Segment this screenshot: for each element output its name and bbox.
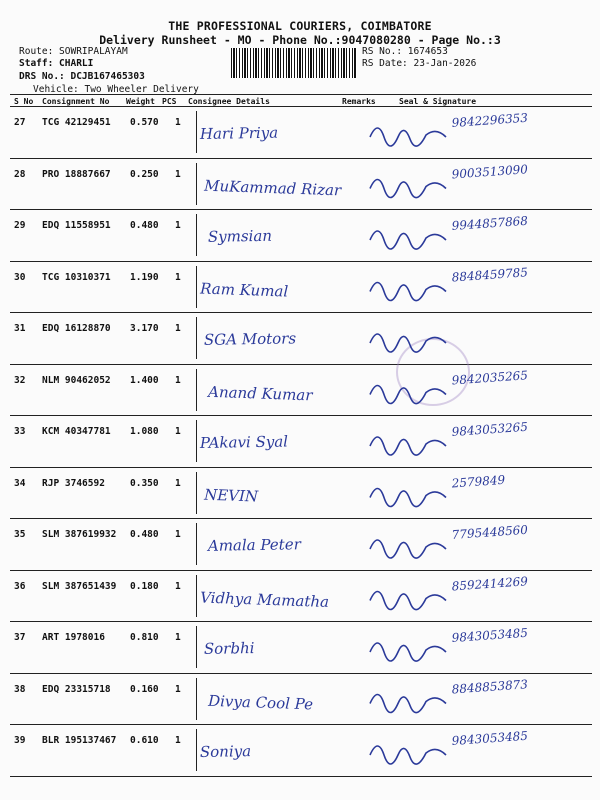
row-pcs: 1 bbox=[175, 426, 181, 437]
row-pcs: 1 bbox=[175, 632, 181, 643]
row-weight: 0.180 bbox=[130, 580, 159, 592]
row-sno: 30 bbox=[14, 271, 26, 283]
row-consignment: RJP 3746592 bbox=[42, 477, 105, 489]
row-pcs: 1 bbox=[175, 529, 181, 540]
row-weight: 0.570 bbox=[130, 117, 159, 128]
row-pcs: 1 bbox=[175, 374, 181, 386]
receiver-phone-handwritten: 8592414269 bbox=[451, 574, 529, 594]
receiver-phone-handwritten: 8848459785 bbox=[451, 265, 529, 285]
signature-scribble bbox=[370, 128, 446, 146]
row-pcs: 1 bbox=[175, 220, 181, 231]
receiver-phone-handwritten: 9842035265 bbox=[451, 368, 529, 388]
row-consignment: EDQ 11558951 bbox=[42, 220, 111, 231]
rs-number: RS No.: 1674653 bbox=[362, 46, 448, 57]
consignee-handwritten-name: Soniya bbox=[199, 742, 252, 761]
receiver-phone-handwritten: 9843053265 bbox=[451, 419, 529, 439]
receiver-phone-handwritten: 9842296353 bbox=[451, 110, 529, 130]
staff-label: Staff: CHARLI bbox=[19, 58, 94, 69]
col-sno: S No bbox=[14, 97, 34, 106]
row-weight: 0.160 bbox=[130, 683, 159, 695]
row-consignment: TCG 42129451 bbox=[42, 117, 111, 128]
row-consignment: TCG 10310371 bbox=[42, 271, 111, 283]
row-weight: 0.610 bbox=[130, 735, 159, 746]
row-pcs: 1 bbox=[175, 735, 181, 746]
row-consignment: ART 1978016 bbox=[42, 632, 105, 643]
row-sno: 37 bbox=[14, 632, 26, 643]
row-sno: 39 bbox=[14, 735, 26, 746]
row-pcs: 1 bbox=[175, 683, 181, 695]
signature-scribble bbox=[370, 643, 446, 661]
consignee-handwritten-name: MuKammad Rizar bbox=[203, 176, 342, 200]
receiver-phone-handwritten: 9003513090 bbox=[451, 162, 529, 182]
receiver-phone-handwritten: 8848853873 bbox=[451, 677, 529, 697]
row-pcs: 1 bbox=[175, 168, 181, 180]
row-consignment: SLM 387651439 bbox=[42, 580, 117, 592]
row-pcs: 1 bbox=[175, 271, 181, 283]
receiver-phone-handwritten: 7795448560 bbox=[451, 522, 529, 542]
col-weight: Weight bbox=[126, 97, 155, 106]
row-consignment: NLM 90462052 bbox=[42, 374, 111, 386]
row-sno: 35 bbox=[14, 529, 26, 540]
consignee-handwritten-name: Ram Kumal bbox=[199, 279, 289, 301]
consignee-handwritten-name: Symsian bbox=[207, 226, 273, 246]
row-consignment: EDQ 16128870 bbox=[42, 323, 111, 334]
row-sno: 31 bbox=[14, 323, 26, 334]
row-weight: 1.190 bbox=[130, 271, 159, 283]
consignee-handwritten-name: NEVIN bbox=[203, 485, 259, 506]
receiver-phone-handwritten: 2579849 bbox=[451, 472, 506, 491]
signature-scribble bbox=[370, 231, 446, 249]
vehicle-label: Vehicle: Two Wheeler Delivery bbox=[33, 84, 199, 95]
row-sno: 38 bbox=[14, 683, 26, 695]
signature-scribble bbox=[370, 180, 446, 198]
receiver-phone-handwritten: 9944857868 bbox=[451, 213, 529, 233]
receiver-phone-handwritten: 9843053485 bbox=[451, 625, 529, 645]
company-title: THE PROFESSIONAL COURIERS, COIMBATORE bbox=[168, 19, 432, 33]
consignee-handwritten-name: Hari Priya bbox=[199, 123, 279, 143]
signature-scribble bbox=[370, 437, 446, 455]
col-pcs: PCS bbox=[162, 97, 177, 106]
row-weight: 1.400 bbox=[130, 374, 159, 386]
row-weight: 1.080 bbox=[130, 426, 159, 437]
row-sno: 29 bbox=[14, 220, 26, 231]
receiver-phone-handwritten: 9843053485 bbox=[451, 728, 529, 748]
row-sno: 32 bbox=[14, 374, 26, 386]
row-consignment: EDQ 23315718 bbox=[42, 683, 111, 695]
col-consignment: Consignment No bbox=[42, 97, 110, 106]
consignee-handwritten-name: SGA Motors bbox=[203, 329, 297, 349]
row-sno: 28 bbox=[14, 168, 26, 180]
row-pcs: 1 bbox=[175, 580, 181, 592]
col-details: Consignee Details bbox=[188, 97, 270, 106]
signature-scribble bbox=[370, 695, 446, 713]
row-weight: 0.810 bbox=[130, 632, 159, 643]
row-weight: 0.480 bbox=[130, 220, 159, 231]
signature-scribble bbox=[370, 334, 446, 352]
consignee-handwritten-name: PAkavi Syal bbox=[199, 432, 289, 452]
row-consignment: BLR 195137467 bbox=[42, 735, 117, 746]
consignee-handwritten-name: Amala Peter bbox=[207, 535, 301, 555]
row-sno: 36 bbox=[14, 580, 26, 592]
row-sno: 34 bbox=[14, 477, 26, 489]
row-pcs: 1 bbox=[175, 323, 181, 334]
route-label: Route: SOWRIPALAYAM bbox=[19, 46, 128, 57]
signature-scribble bbox=[370, 746, 446, 764]
consignee-handwritten-name: Divya Cool Pe bbox=[207, 691, 314, 714]
signature-scribble bbox=[370, 283, 446, 301]
row-weight: 0.480 bbox=[130, 529, 159, 540]
row-consignment: PRO 18887667 bbox=[42, 168, 111, 180]
row-pcs: 1 bbox=[175, 477, 181, 489]
signature-scribble bbox=[370, 489, 446, 507]
row-consignment: KCM 40347781 bbox=[42, 426, 111, 437]
signature-scribble bbox=[370, 386, 446, 404]
col-seal: Seal & Signature bbox=[399, 97, 477, 106]
signature-scribble bbox=[370, 540, 446, 558]
row-pcs: 1 bbox=[175, 117, 181, 128]
consignee-handwritten-name: Anand Kumar bbox=[207, 382, 313, 405]
signature-scribble bbox=[370, 592, 446, 610]
row-weight: 0.250 bbox=[130, 168, 159, 180]
runsheet-subtitle: Delivery Runsheet - MO - Phone No.:9047080280 - Page No.:3 bbox=[99, 33, 501, 47]
row-weight: 0.350 bbox=[130, 477, 159, 489]
row-sno: 33 bbox=[14, 426, 26, 437]
row-weight: 3.170 bbox=[130, 323, 159, 334]
drs-number: DRS No.: DCJB167465303 bbox=[19, 71, 145, 82]
consignee-handwritten-name: Vidhya Mamatha bbox=[199, 588, 330, 611]
consignee-handwritten-name: Sorbhi bbox=[203, 639, 255, 658]
rs-date: RS Date: 23-Jan-2026 bbox=[362, 58, 477, 69]
row-consignment: SLM 387619932 bbox=[42, 529, 117, 540]
col-remarks: Remarks bbox=[342, 97, 376, 106]
row-sno: 27 bbox=[14, 117, 26, 128]
